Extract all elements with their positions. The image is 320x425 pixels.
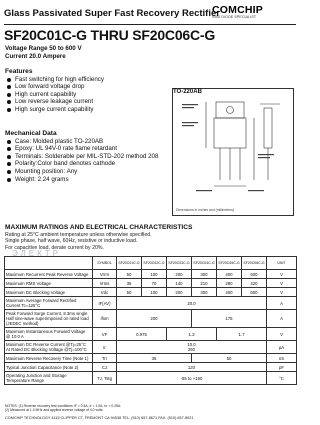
symbol-cell: VF <box>93 328 117 341</box>
param-cell: Typical Junction Capacitance (Note 2) <box>5 363 93 372</box>
table-row <box>5 363 297 372</box>
param-line: Temperature Range <box>6 378 44 383</box>
feature-item: Low forward voltage drop <box>5 83 170 91</box>
value-cell: 50 <box>117 288 142 297</box>
value-line: 10.0 <box>187 342 196 347</box>
symbol-cell: Vrms <box>93 279 117 288</box>
value-cell: 100 <box>142 288 167 297</box>
table-row <box>5 288 297 297</box>
value-cell: 200 <box>167 270 192 279</box>
table-row <box>5 328 297 341</box>
param-cell <box>5 372 93 385</box>
value-cell: 50 <box>192 354 267 363</box>
header-parameter <box>5 257 93 270</box>
unit-cell: A <box>267 297 297 310</box>
param-line: Half sine-wave superimposed on rated load <box>6 316 89 321</box>
unit-cell: V <box>267 288 297 297</box>
symbol-cell: CJ <box>93 363 117 372</box>
header-unit: UNIT <box>267 257 297 270</box>
value-cell: 280 <box>217 279 242 288</box>
unit-cell: nS <box>267 354 297 363</box>
unit-cell: V <box>267 279 297 288</box>
value-cell: 200 <box>167 288 192 297</box>
header-rule <box>4 24 296 25</box>
unit-cell: °C <box>267 372 297 385</box>
unit-cell: V <box>267 328 297 341</box>
voltage-range: Voltage Range 50 to 600 V <box>5 45 82 52</box>
param-cell <box>5 328 93 341</box>
mechanical-section <box>5 130 170 183</box>
table-notes <box>5 404 121 413</box>
value-cell: -55 to +150 <box>117 372 267 385</box>
rating-note: For capacitive load, derate current by 20%. <box>5 244 104 251</box>
param-cell <box>5 341 93 354</box>
header-part: SF20C05C-G <box>217 257 242 270</box>
value-cell: 400 <box>217 288 242 297</box>
spec-summary <box>5 45 82 61</box>
table-header-row <box>5 257 297 270</box>
symbol-cell: Vrrm <box>93 270 117 279</box>
value-cell: 1.7 <box>217 328 267 341</box>
symbol-cell: Vdc <box>93 288 117 297</box>
table-row <box>5 372 297 385</box>
features-section <box>5 68 170 114</box>
table-row <box>5 297 297 310</box>
table-row <box>5 279 297 288</box>
value-cell: 20.0 <box>117 297 267 310</box>
rating-note: Single phase, half wave, 60Hz, resistive or inductive load. <box>5 238 138 245</box>
param-line: Maximum Average Forward Rectified <box>6 298 77 303</box>
header-part: SF20C02C-G <box>142 257 167 270</box>
param-cell: Maximum Recurrent Peak Reverse Voltage <box>5 270 93 279</box>
unit-cell: V <box>267 270 297 279</box>
dimension-note: Dimensions in inches and (millimeters) <box>176 208 235 212</box>
mechanical-item: Epoxy: UL 94V-0 rate flame retardant <box>5 145 170 153</box>
logo-wordmark: COMCHIP <box>212 4 263 16</box>
param-cell: Maximum RMS Voltage <box>5 279 93 288</box>
value-cell: 100 <box>142 270 167 279</box>
symbol-cell: Trr <box>93 354 117 363</box>
package-name: TO-220AB <box>173 89 202 95</box>
value-cell: 140 <box>167 279 192 288</box>
value-cell: 300 <box>192 270 217 279</box>
table-note: (2) Measured at 1.0 MHz and applied reverse voltage of 4.0 volts. <box>5 408 104 413</box>
feature-item: Fast switching for high efficiency <box>5 76 170 84</box>
mechanical-item: Mounting position: Any <box>5 168 170 176</box>
symbol-cell: TJ, Tstg <box>93 372 117 385</box>
unit-cell: A <box>267 310 297 328</box>
mechanical-item: Terminals: Solderable per MIL-STD-202 method 208 <box>5 153 170 161</box>
value-cell: 300 <box>192 288 217 297</box>
value-cell: 1.3 <box>167 328 217 341</box>
package-body <box>214 118 246 148</box>
mounting-hole <box>227 107 234 114</box>
param-line: @ 10.0 A <box>6 334 24 339</box>
param-cell: Maximum DC Blocking Voltage <box>5 288 93 297</box>
mechanical-item: Case: Molded plastic TO-220AB <box>5 138 170 146</box>
value-cell: 35 <box>117 279 142 288</box>
feature-item: High current capability <box>5 91 170 99</box>
header-part: SF20C04C-G <box>192 257 217 270</box>
param-line: Current Tc=125°C <box>6 303 41 308</box>
value-cell: 50 <box>117 270 142 279</box>
footer-contact: COMCHIP TECHNOLOGY 4115 CLIPPER CT, FREMONT CA 94538 TEL: (510) 657-8671 FAX: (510) 657-8921 <box>5 416 194 420</box>
symbol-cell: IF(AV) <box>93 297 117 310</box>
value-line: 250 <box>187 347 196 352</box>
side-view-body <box>264 108 272 148</box>
package-outline-drawing <box>176 98 292 206</box>
value-cell: 200 <box>117 310 192 328</box>
comchip-logo <box>212 4 296 22</box>
value-cell: 120 <box>117 363 267 372</box>
param-cell: Maximum Reverse Recovery Time (Note 1) <box>5 354 93 363</box>
value-cell: 35 <box>117 354 192 363</box>
current-rating: Current 20.0 Ampere <box>5 53 66 60</box>
table-row <box>5 354 297 363</box>
mechanical-heading: Mechanical Data <box>5 130 57 137</box>
rating-note: Rating at 25°C ambient temperature unless otherwise specified. <box>5 232 152 238</box>
header-part: SF20C01C-G <box>117 257 142 270</box>
feature-item: Low reverse leakage current <box>5 98 170 106</box>
ratings-table <box>4 256 297 385</box>
param-line: At Rated DC Blocking Voltage @Tj=100°C <box>6 347 87 352</box>
symbol-cell: Ir <box>93 341 117 354</box>
value-cell: 210 <box>192 279 217 288</box>
param-line: Maximum DC Reverse Current @Tj=25°C <box>6 342 86 347</box>
value-cell: 600 <box>242 270 267 279</box>
value-cell: 0.975 <box>117 328 167 341</box>
feature-item: High surge current capability <box>5 106 170 114</box>
table-row <box>5 341 297 354</box>
header-part: SF20C06C-G <box>242 257 267 270</box>
header-part: SF20C03C-G <box>167 257 192 270</box>
unit-cell: µA <box>267 341 297 354</box>
features-heading: Features <box>5 68 33 75</box>
param-line: Maximum Instantaneous Forward Voltage <box>6 329 86 334</box>
logo-tagline: SMD DIODE SPECIALIST <box>212 15 257 19</box>
package-tab <box>216 102 244 118</box>
unit-cell: pF <box>267 363 297 372</box>
mechanical-item: Weight: 2.24 grams <box>5 176 170 184</box>
param-line: (JEDEC method) <box>6 321 39 326</box>
watermark: ЭЛЕКТР <box>12 249 61 258</box>
symbol-cell: Ifsm <box>93 310 117 328</box>
value-cell <box>117 341 267 354</box>
max-ratings-heading: MAXIMUM RATINGS AND ELECTRICAL CHARACTERISTICS <box>5 224 193 231</box>
mechanical-item: Polarity:Color band denotes cathode <box>5 160 170 168</box>
value-cell: 420 <box>242 279 267 288</box>
table-row <box>5 270 297 279</box>
param-line: Operating Junction and Storage <box>6 373 67 378</box>
table-row <box>5 310 297 328</box>
value-cell: 600 <box>242 288 267 297</box>
param-cell <box>5 310 93 328</box>
header-symbol: SYMBOL <box>93 257 117 270</box>
param-line: Peak Forward Surge Current, 8.3ms single <box>6 311 88 316</box>
table-note: NOTES: (1) Reverse recovery test conditions IF = 0.5A, Ir = 1.0A, Irr = 0.25A. <box>5 404 122 408</box>
value-cell: 175 <box>192 310 267 328</box>
document-title: Glass Passivated Super Fast Recovery Rectifier <box>4 8 220 19</box>
param-cell <box>5 297 93 310</box>
part-number-heading: SF20C01C-G THRU SF20C06C-G <box>4 27 216 43</box>
value-cell: 400 <box>217 270 242 279</box>
value-cell: 70 <box>142 279 167 288</box>
